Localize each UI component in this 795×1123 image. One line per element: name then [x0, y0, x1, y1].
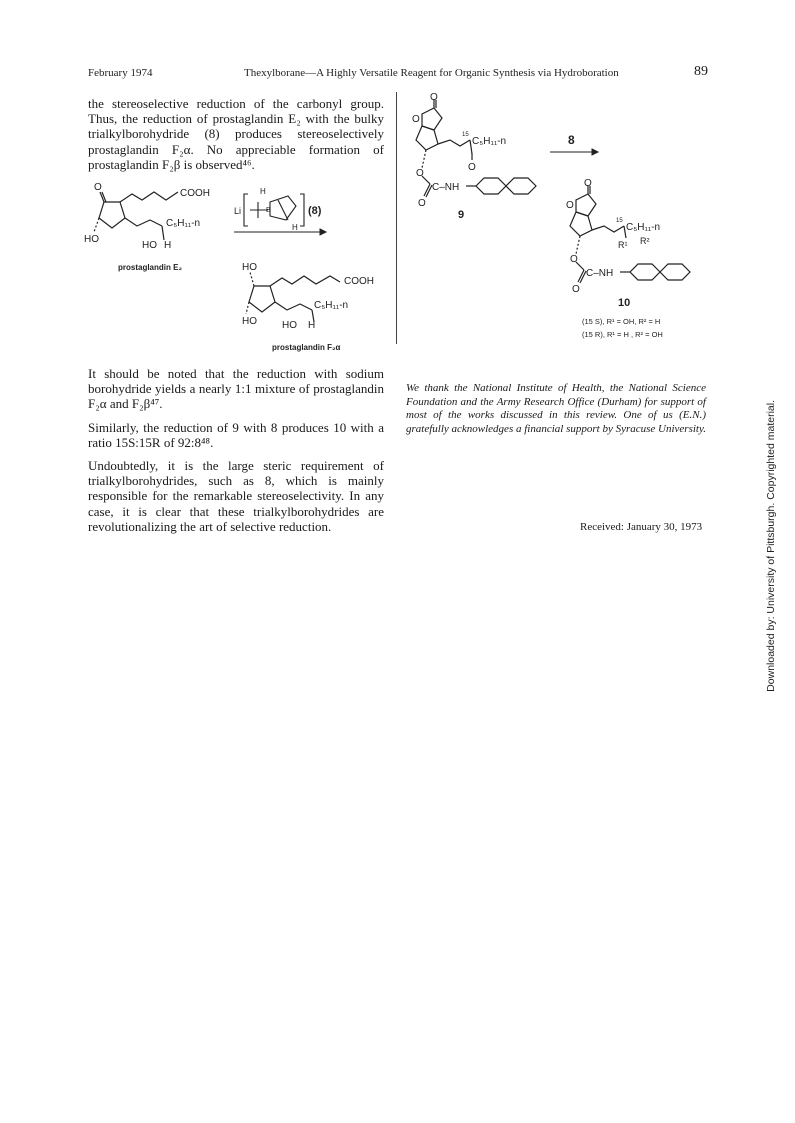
pge2-ho-ring: HO	[84, 234, 99, 245]
left-bottom-text	[88, 366, 384, 542]
left-top-text	[88, 96, 384, 180]
pge2-ho-chain: HO	[142, 240, 157, 251]
c10-r2: R²	[640, 236, 650, 246]
pgf2a-ho-top: HO	[242, 262, 257, 273]
pgf2a-label: prostaglandin F₂α	[272, 343, 341, 352]
paragraph-3: Similarly, the reduction of 9 with 8 produces 10 with a ratio 15S:15R of 92:8⁴⁸.	[88, 419, 384, 450]
reagent-h-bottom: H	[292, 223, 298, 232]
paragraph-2: It should be noted that the reduction with sodium borohydride yields a nearly 1:1 mixture of prostaglandin F₂α and F₂β⁴⁷.	[88, 366, 384, 412]
reagent-h-top: H	[260, 187, 266, 196]
column-divider	[396, 92, 397, 344]
pge2-h-chain: H	[164, 240, 172, 251]
page-number: 89	[694, 64, 708, 79]
c10-carbamate: C–NH	[586, 268, 614, 279]
compound-10-label: 10	[618, 297, 631, 309]
c9-carbamate: C–NH	[432, 182, 460, 193]
pgf2a-cooh: COOH	[344, 276, 374, 287]
c9-ether-o: O	[416, 168, 424, 179]
c10-num15: 15	[616, 218, 623, 224]
reagent-boron: B	[266, 207, 271, 214]
pgf2a-cyclopentane-ring	[249, 286, 275, 312]
arrow-reagent-8: 8	[568, 133, 575, 147]
c9-lactone-o-top: O	[430, 92, 438, 103]
c9-c5h11: C₅H₁₁-n	[472, 136, 507, 147]
pgf2a-h-chain: H	[308, 320, 316, 331]
acknowledgment: We thank the National Institute of Health, the National Science Foundation and the Army Research Office (Durham) for support of most of the works discussed in this review. One of us (E.N.) gratefully acknowledges a financial support by Syracuse University.	[406, 382, 707, 435]
c9-carbonyl-o: O	[418, 198, 426, 209]
reagent-borohydride-structure	[244, 194, 304, 226]
c10-ether-o: O	[570, 254, 578, 265]
download-side-note-text: Downloaded by: University of Pittsburgh. Copyrighted material.	[765, 400, 777, 692]
paragraph-1: the stereoselective reduction of the carbonyl group. Thus, the reduction of prostaglandin E₂ with the bulky trialkylborohydride (8) produces stereoselectively prostaglandin F₂α. No appreciable formation of prostaglandin F₂β is observed⁴⁶.	[88, 96, 384, 172]
compound-9-label: 9	[458, 209, 465, 221]
pgf2a-c5h11: C₅H₁₁-n	[314, 300, 349, 311]
c10-r1: R¹	[618, 240, 628, 250]
c10-carbonyl-o: O	[572, 284, 580, 295]
pge2-label: prostaglandin E₂	[118, 263, 183, 272]
pge2-c5h11: C₅H₁₁-n	[166, 218, 201, 229]
paragraph-4: Undoubtedly, it is the large steric requirement of trialkylborohydrides, such as 8, which is mainly responsible for the remarkable stereoselectivity. In any case, it is clear that these trialkylborohydrides are revolutionalizing the art of selective reduction.	[88, 458, 384, 534]
c9-num15: 15	[462, 132, 469, 138]
reagent-li: Li	[234, 206, 242, 216]
scheme-prostaglandin-reduction	[82, 180, 392, 355]
pge2-carbonyl-o: O	[94, 182, 102, 193]
isomer-15s: (15 S), R¹ = OH, R² = H	[582, 317, 661, 326]
c10-c5h11: C₅H₁₁-n	[626, 222, 661, 233]
running-title: Thexylborane—A Highly Versatile Reagent for Organic Synthesis via Hydroboration	[244, 67, 619, 79]
pgf2a-ho-ring: HO	[242, 316, 257, 327]
c9-lactone-o-ring: O	[412, 114, 420, 125]
reagent-label: (8)	[308, 205, 322, 217]
isomer-15r: (15 R), R¹ = H , R² = OH	[582, 330, 663, 339]
pgf2a-ho-chain: HO	[282, 320, 297, 331]
c10-lactone-o-top: O	[584, 178, 592, 189]
scheme-compound-9-to-10	[400, 92, 720, 354]
c9-ketone-o: O	[468, 162, 476, 173]
c10-lactone-o-ring: O	[566, 200, 574, 211]
pge2-cooh: COOH	[180, 188, 210, 199]
header-date: February 1974	[88, 67, 153, 79]
received-date: Received: January 30, 1973	[580, 521, 703, 533]
pge2-cyclopentane-ring	[99, 202, 125, 228]
